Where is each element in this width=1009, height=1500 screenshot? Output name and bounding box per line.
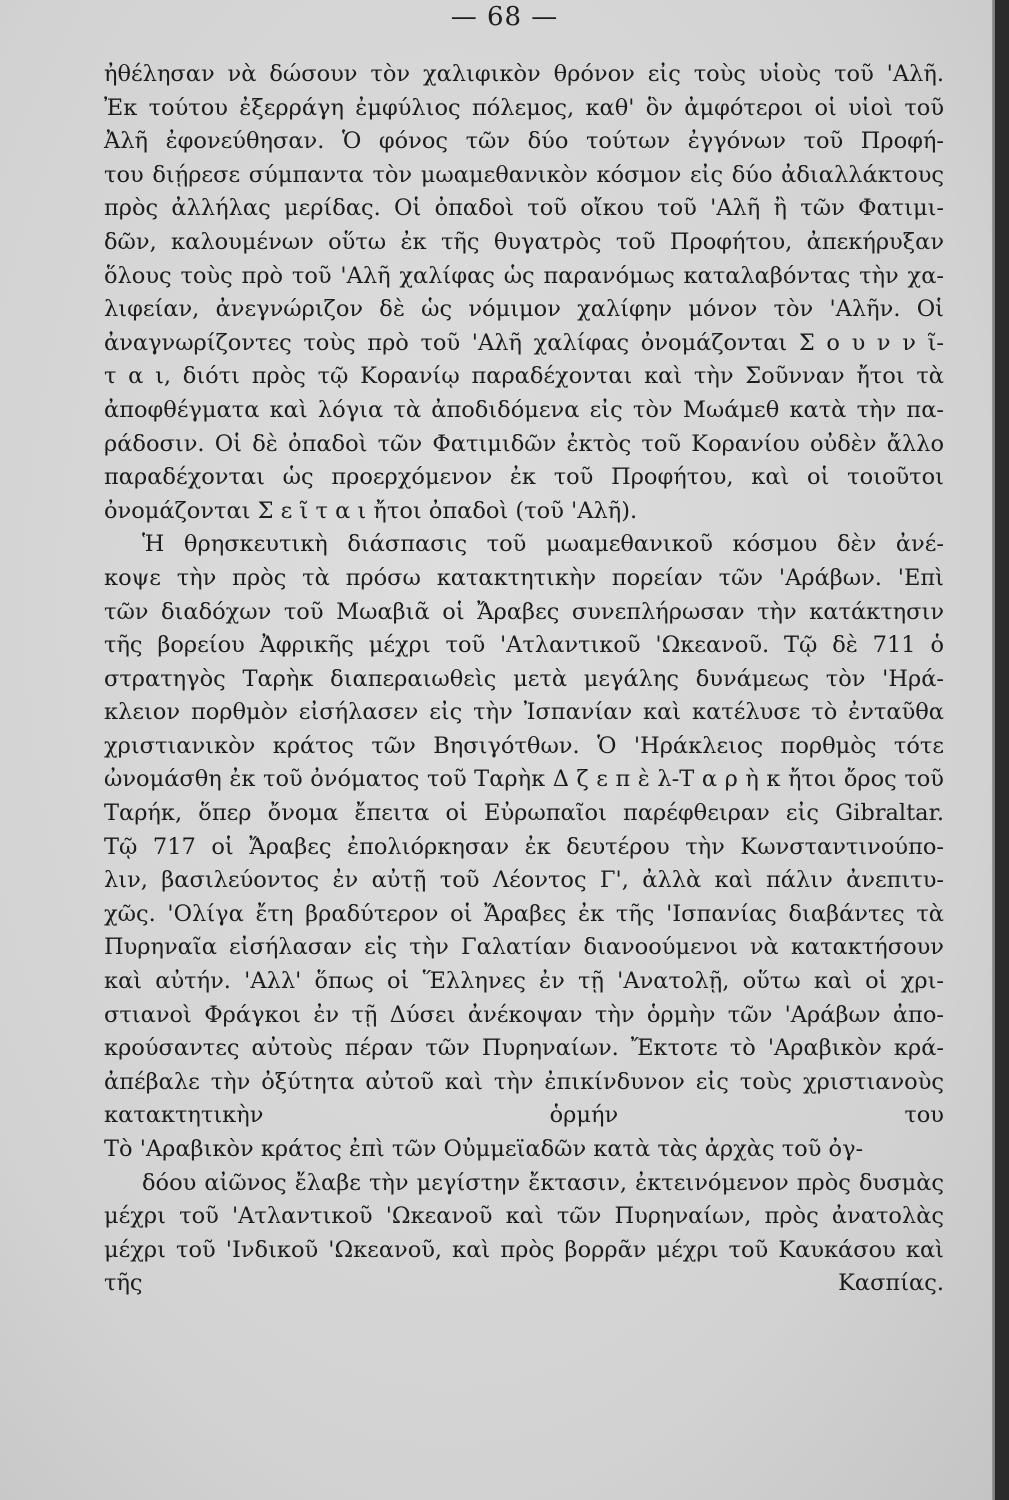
text-line: ράδοσιν. Οἱ δὲ ὀπαδοὶ τῶν Φατιμιδῶν ἐκτὸς τοῦ Κορανίου οὐδὲν ἄλλο — [104, 430, 944, 457]
text-line: πρὸς ἀλλήλας μερίδας. Οἱ ὀπαδοὶ τοῦ οἴκου τοῦ 'Αλῆ ἢ τῶν Φατιμι- — [104, 195, 944, 222]
text-line: του διῄρεσε σύμπαντα τὸν μωαμεθανικὸν κόσμον εἰς δύο ἀδιαλλάκτους — [104, 161, 944, 188]
text-line: ὀνομάζονται Σ ε ῖ τ α ι ἤτοι ὀπαδοὶ (τοῦ 'Αλῆ). — [104, 497, 638, 524]
text-line: στρατηγὸς Ταρὴκ διαπεραιωθεὶς μετὰ μεγάλης δυνάμεως τὸν 'Ηρά- — [104, 665, 944, 692]
text-line: τῶν διαδόχων τοῦ Μωαβιᾶ οἱ Ἄραβες συνεπλήρωσαν τὴν κατάκτησιν — [104, 598, 944, 625]
paragraph-start-line: δόου αἰῶνος ἔλαβε τὴν μεγίστην ἔκτασιν, ἐκτεινόμενον πρὸς δυσμὰς — [142, 1169, 944, 1196]
text-line: τ α ι, διότι πρὸς τῷ Κορανίῳ παραδέχονται καὶ τὴν Σοῦνναν ἤτοι τὰ — [104, 363, 944, 390]
text-line: κρούσαντες αὐτοὺς πέραν τῶν Πυρηναίων. Ἔκτοτε τὸ 'Αραβικὸν κρά- — [104, 1035, 944, 1062]
text-line: τῆς βορείου Ἀφρικῆς μέχρι τοῦ 'Ατλαντικοῦ 'Ωκεανοῦ. Τῷ δὲ 711 ὁ — [104, 632, 944, 659]
text-line: κατακτητικὴν ὁρμήν του — [104, 1102, 944, 1129]
text-line: ἀπέβαλε τὴν ὀξύτητα αὐτοῦ καὶ τὴν ἐπικίνδυνον εἰς τοὺς χριστιανοὺς — [104, 1068, 944, 1095]
text-line: Ἐκ τούτου ἐξερράγη ἐμφύλιος πόλεμος, καθ' ὃν ἀμφότεροι οἱ υἱοὶ τοῦ — [104, 94, 944, 121]
text-line: Ἀλῆ ἐφονεύθησαν. Ὁ φόνος τῶν δύο τούτων ἐγγόνων τοῦ Προφή- — [104, 128, 944, 155]
text-line: ἀναγνωρίζοντες τοὺς πρὸ τοῦ 'Αλῆ χαλίφας ὀνομάζονται Σ ο υ ν ν ῖ- — [104, 329, 944, 356]
text-line: ὅλους τοὺς πρὸ τοῦ 'Αλῆ χαλίφας ὡς παρανόμως καταλαβόντας τὴν χα- — [104, 262, 944, 289]
paragraph-start-line: Ἡ θρησκευτικὴ διάσπασις τοῦ μωαμεθανικοῦ κόσμου δὲν ἀνέ- — [142, 531, 944, 558]
text-line: καὶ αὐτήν. 'Αλλ' ὅπως οἱ Ἕλληνες ἐν τῇ 'Ανατολῇ, οὕτω καὶ οἱ χρι- — [104, 968, 944, 995]
text-line: δῶν, καλουμένων οὕτω ἐκ τῆς θυγατρὸς τοῦ Προφήτου, ἀπεκήρυξαν — [104, 228, 944, 255]
page-number: — 68 — — [450, 2, 559, 32]
text-line: Τῷ 717 οἱ Ἄραβες ἐπολιόρκησαν ἐκ δευτέρου τὴν Κωνσταντινούπο- — [104, 833, 944, 860]
text-line: λιν, βασιλεύοντος ἐν αὐτῇ τοῦ Λέοντος Γ', ἀλλὰ καὶ πάλιν ἀνεπιτυ- — [104, 867, 944, 894]
text-line: Τὸ 'Αραβικὸν κράτος ἐπὶ τῶν Οὐμμεϊαδῶν κατὰ τὰς ἀρχὰς τοῦ ὀγ- — [104, 1136, 864, 1162]
book-edge — [995, 0, 1009, 1500]
text-line: χῶς. 'Ολίγα ἔτη βραδύτερον οἱ Ἄραβες ἐκ τῆς 'Ισπανίας διαβάντες τὰ — [104, 900, 944, 927]
text-line: χριστιανικὸν κράτος τῶν Βησιγότθων. Ὁ 'Ηράκλειος πορθμὸς τότε — [104, 732, 944, 759]
text-line: στιανοὶ Φράγκοι ἐν τῇ Δύσει ἀνέκοψαν τὴν ὁρμὴν τῶν 'Αράβων ἀπο- — [104, 1001, 944, 1028]
text-line: ἀποφθέγματα καὶ λόγια τὰ ἀποδιδόμενα εἰς τὸν Μωάμεθ κατὰ τὴν πα- — [104, 396, 944, 423]
text-line: τῆς Κασπίας. — [104, 1270, 944, 1297]
text-line: ὠνομάσθη ἐκ τοῦ ὀνόματος τοῦ Ταρὴκ Δ ζ ε π ὲ λ-Τ α ρ ὴ κ ἤτοι ὄρος τοῦ — [104, 766, 944, 793]
text-line: λιφείαν, ἀνεγνώριζον δὲ ὡς νόμιμον χαλίφην μόνον τὸν 'Αλῆν. Οἱ — [104, 296, 944, 323]
text-line: κλειον πορθμὸν εἰσήλασεν εἰς τὴν Ἰσπανίαν καὶ κατέλυσε τὸ ἐνταῦθα — [104, 699, 944, 726]
text-line: κοψε τὴν πρὸς τὰ πρόσω κατακτητικὴν πορείαν τῶν 'Αράβων. 'Επὶ — [104, 564, 944, 591]
body-text — [104, 58, 944, 1301]
text-line: Ταρήκ, ὅπερ ὄνομα ἔπειτα οἱ Εὐρωπαῖοι παρέφθειραν εἰς Gibraltar. — [104, 800, 944, 827]
text-line: Πυρηναῖα εἰσήλασαν εἰς τὴν Γαλατίαν διανοούμενοι νὰ κατακτήσουν — [104, 934, 944, 961]
text-line: ἠθέλησαν νὰ δώσουν τὸν χαλιφικὸν θρόνον εἰς τοὺς υἱοὺς τοῦ 'Αλῆ. — [104, 61, 944, 87]
text-line: παραδέχονται ὡς προερχόμενον ἐκ τοῦ Προφήτου, καὶ οἱ τοιοῦτοι — [104, 464, 944, 491]
text-line: μέχρι τοῦ 'Ατλαντικοῦ 'Ωκεανοῦ καὶ τῶν Πυρηναίων, πρὸς ἀνατολὰς — [104, 1203, 944, 1230]
text-line: μέχρι τοῦ 'Ινδικοῦ 'Ωκεανοῦ, καὶ πρὸς βορρᾶν μέχρι τοῦ Καυκάσου καὶ — [104, 1236, 944, 1263]
